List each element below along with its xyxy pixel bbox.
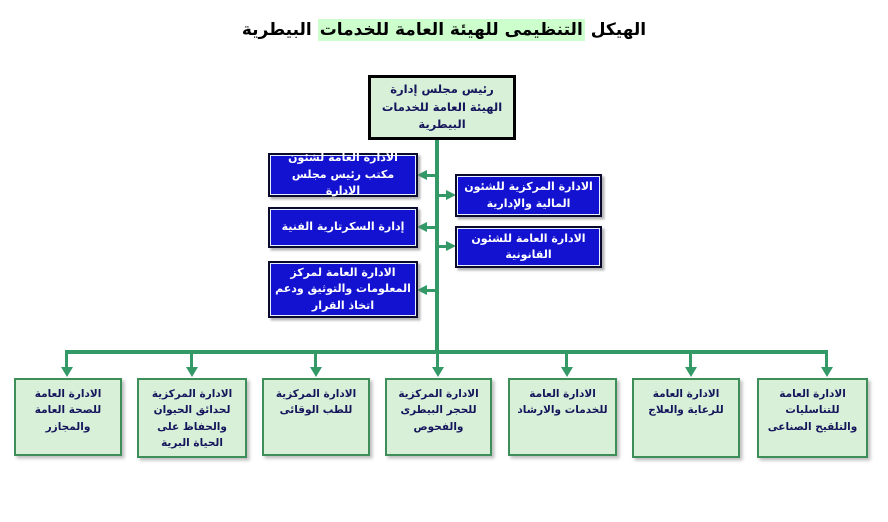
chart-title-pre: الهيكل <box>584 20 647 40</box>
chart-title-post: البيطرية <box>241 20 318 40</box>
leaf-box-veterinary-quarantine <box>385 378 492 456</box>
leaf-box-label: الادارة العامة للخدمات والارشاد <box>517 388 608 417</box>
dept-box-label: إدارة السكرتارية الفنية <box>281 220 405 234</box>
arrowhead-left-2 <box>417 222 427 232</box>
leaf-box-label: الادارة العامة للرعاية والعلاج <box>648 388 724 417</box>
dept-box-legal-affairs <box>455 226 602 268</box>
leaf-box-label: الادارة المركزية للطب الوقائى <box>275 388 357 417</box>
root-box-chairman <box>368 75 516 140</box>
drop-3 <box>314 350 317 368</box>
arrowhead-down-1 <box>61 367 73 377</box>
dept-box-label: الادارة العامة لشئون مكتب رئيس مجلس الادارة <box>288 151 398 198</box>
connector-left-3 <box>427 289 436 292</box>
leaf-box-label: الادارة العامة للتناسليات والتلقيح الصناعى <box>767 388 858 433</box>
dept-box-financial-admin-affairs <box>455 174 602 217</box>
leaf-box-label: الادارة العامة للصحة العامة والمجازر <box>34 388 102 433</box>
arrowhead-down-6 <box>685 367 697 377</box>
drop-6 <box>689 350 692 368</box>
dept-box-label: الادارة العامة للشئون القانونية <box>471 231 586 261</box>
arrowhead-down-5 <box>561 367 573 377</box>
arrowhead-left-1 <box>417 170 427 180</box>
leaf-box-reproduction-artificial-insemination <box>757 378 868 458</box>
chart-title-highlight: التنظيمى للهيئة العامة للخدمات <box>319 20 583 40</box>
dept-box-technical-secretariat <box>268 207 418 248</box>
dept-box-label: الادارة العامة لمركز المعلومات والتوثيق ودعم اتخاذ القرار <box>275 265 411 312</box>
arrowhead-down-3 <box>310 367 322 377</box>
connector-bottom-rail <box>65 350 828 354</box>
arrowhead-down-2 <box>186 367 198 377</box>
leaf-box-label: الادارة المركزية لحدائق الحيوان والحفاظ على الحياة البرية <box>151 388 233 449</box>
drop-2 <box>190 350 193 368</box>
leaf-box-zoos-wildlife <box>137 378 247 458</box>
drop-5 <box>565 350 568 368</box>
leaf-box-public-health-slaughterhouses <box>14 378 122 456</box>
dept-box-label: الادارة المركزية للشئون المالية والإدارية <box>464 180 593 210</box>
arrowhead-down-4 <box>432 367 444 377</box>
arrowhead-down-7 <box>821 367 833 377</box>
connector-left-1 <box>427 174 436 177</box>
leaf-box-care-treatment <box>632 378 740 458</box>
leaf-box-label: الادارة المركزية للحجر البيطرى والفحوص <box>398 388 479 433</box>
leaf-box-preventive-medicine <box>262 378 370 456</box>
dept-box-chairman-office-affairs <box>268 153 418 197</box>
connector-left-2 <box>427 226 436 229</box>
chart-title <box>0 20 888 40</box>
dept-box-information-center <box>268 261 418 318</box>
root-box-label: رئيس مجلس إدارة الهيئة العامة للخدمات البيطرية <box>381 81 503 132</box>
leaf-box-services-extension <box>508 378 617 456</box>
drop-1 <box>65 350 68 368</box>
drop-4 <box>436 350 439 368</box>
arrowhead-left-3 <box>417 285 427 295</box>
drop-7 <box>825 350 828 368</box>
